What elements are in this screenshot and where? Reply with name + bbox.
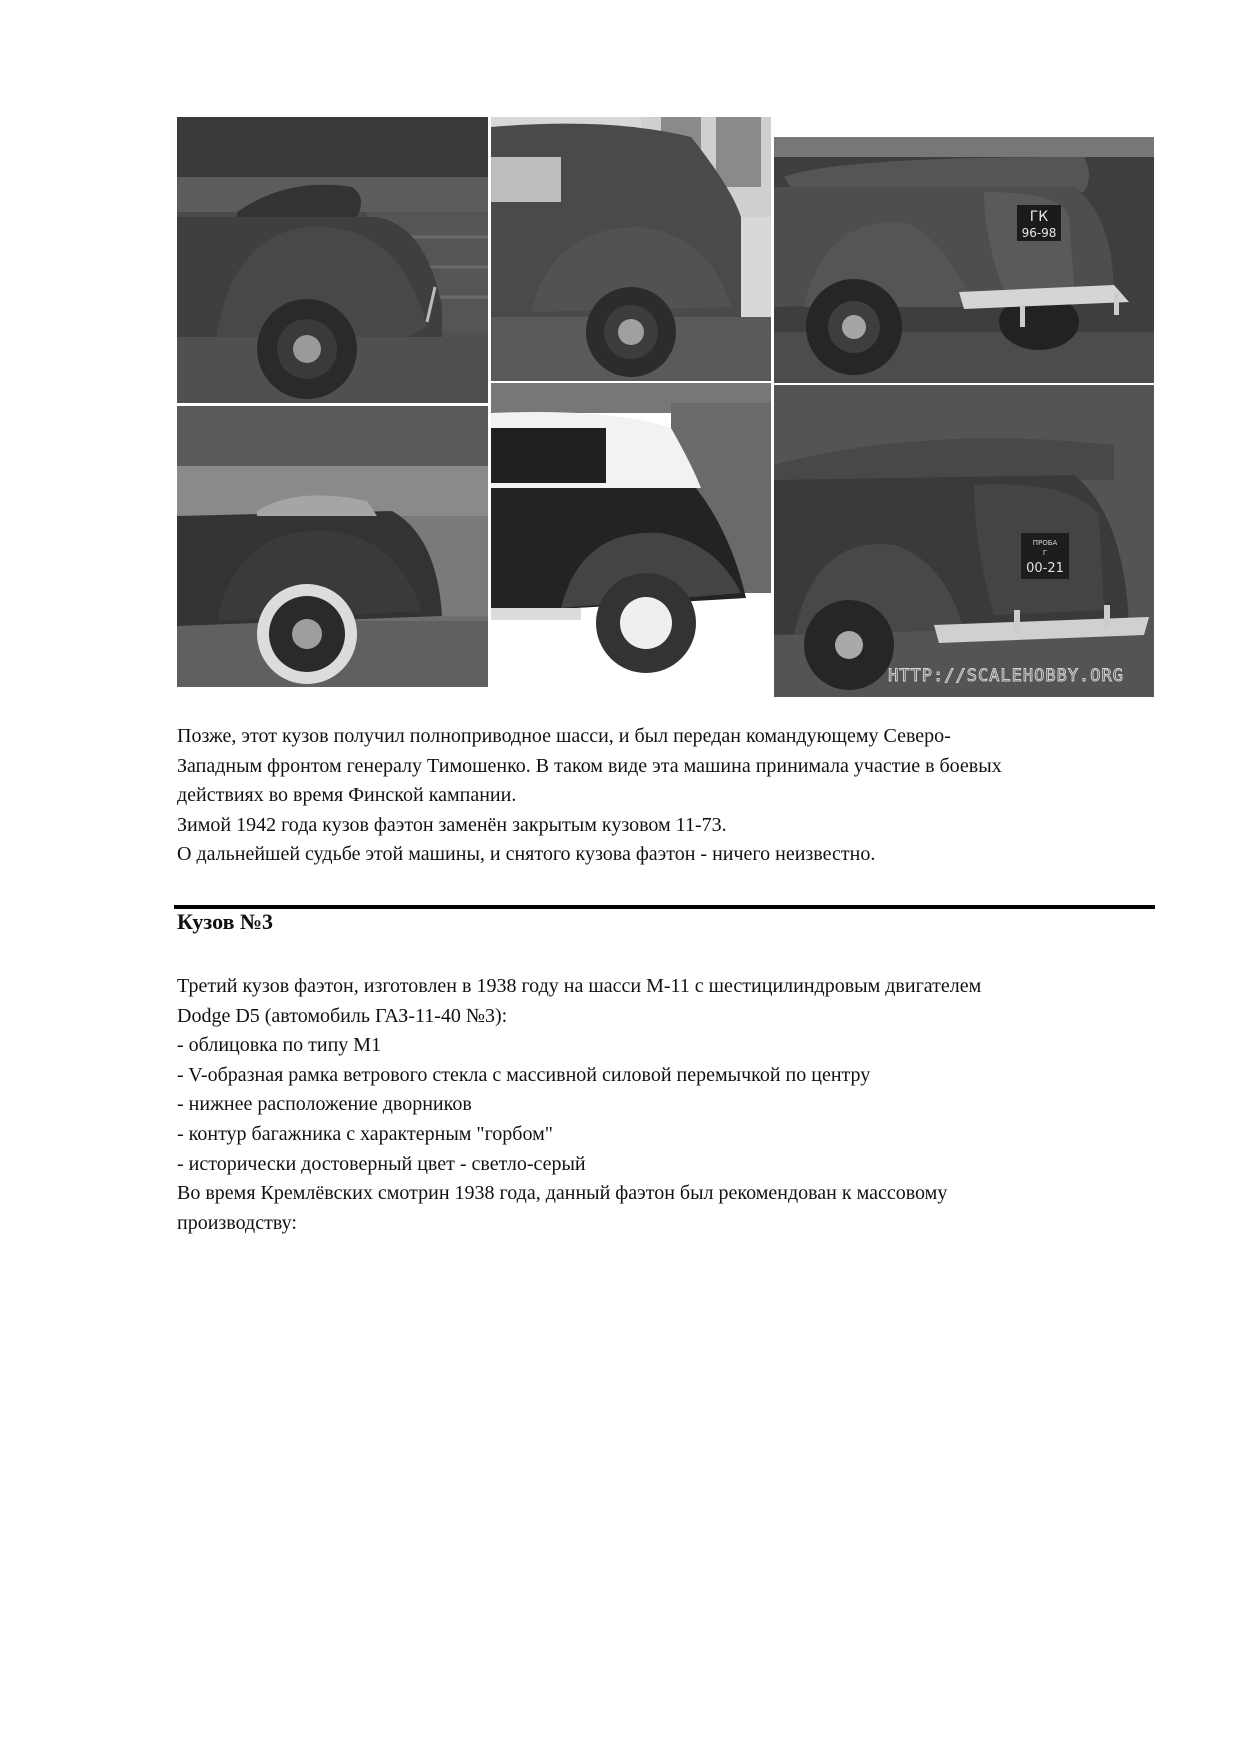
plate-line-3: 00-21	[1026, 561, 1064, 576]
text-line: О дальнейшей судьбе этой машины, и снятого кузова фаэтон - ничего неизвестно.	[177, 843, 876, 866]
text-line: Dodge D5 (автомобиль ГАЗ-11-40 №3):	[177, 1004, 508, 1027]
list-item: - контур багажника с характерным "горбом"	[177, 1122, 553, 1145]
text-line: Третий кузов фаэтон, изготовлен в 1938 году на шасси М-11 с шестицилиндровым двигателем	[177, 975, 982, 997]
plate-line-1: ПРОБА	[1032, 539, 1058, 547]
text-line: Во время Кремлёвских смотрин 1938 года, данный фаэтон был рекомендован к массовому	[177, 1182, 948, 1205]
text-line: действиях во время Финской кампании.	[177, 784, 517, 807]
photo-rear-plate-proba	[774, 385, 1154, 697]
list-item: - исторически достоверный цвет - светло-серый	[177, 1152, 586, 1175]
plate-line-1: ГК	[1029, 209, 1049, 225]
text-line: Западным фронтом генералу Тимошенко. В таком виде эта машина принимала участие в боевых	[177, 754, 1002, 777]
text-line: Позже, этот кузов получил полноприводное шасси, и был передан командующему Северо-	[177, 725, 951, 747]
photo-side-white-top	[491, 383, 771, 685]
plate-line-2: Г	[1042, 549, 1048, 557]
list-item: - нижнее расположение дворников	[177, 1093, 472, 1116]
car-photo-illustration	[774, 385, 1154, 697]
car-photo-illustration	[774, 117, 1154, 383]
car-photo-illustration	[177, 406, 488, 687]
watermark-text: HTTP://SCALEHOBBY.ORG	[888, 666, 1124, 686]
car-photo-illustration	[491, 117, 771, 381]
text-line: производству:	[177, 1211, 297, 1234]
photo-rear-plate-gk	[774, 117, 1154, 383]
photo-rear-side-top-down-dark	[177, 117, 488, 403]
section-heading: Кузов №3	[177, 909, 274, 934]
list-item: - облицовка по типу М1	[177, 1034, 382, 1057]
car-photo-illustration	[491, 383, 771, 685]
photo-rear-side-light-top	[177, 406, 488, 687]
paragraph-body-body3	[177, 972, 1157, 1238]
plate-line-2: 96-98	[1021, 226, 1057, 240]
section-divider	[174, 905, 1155, 909]
text-line: Зимой 1942 года кузов фаэтон заменён закрытым кузовом 11-73.	[177, 813, 727, 836]
car-photo-illustration	[177, 117, 488, 403]
paragraph-body-fate	[177, 722, 1157, 870]
photo-side-hardtop	[491, 117, 771, 381]
list-item: - V-образная рамка ветрового стекла с массивной силовой перемычкой по центру	[177, 1063, 871, 1086]
